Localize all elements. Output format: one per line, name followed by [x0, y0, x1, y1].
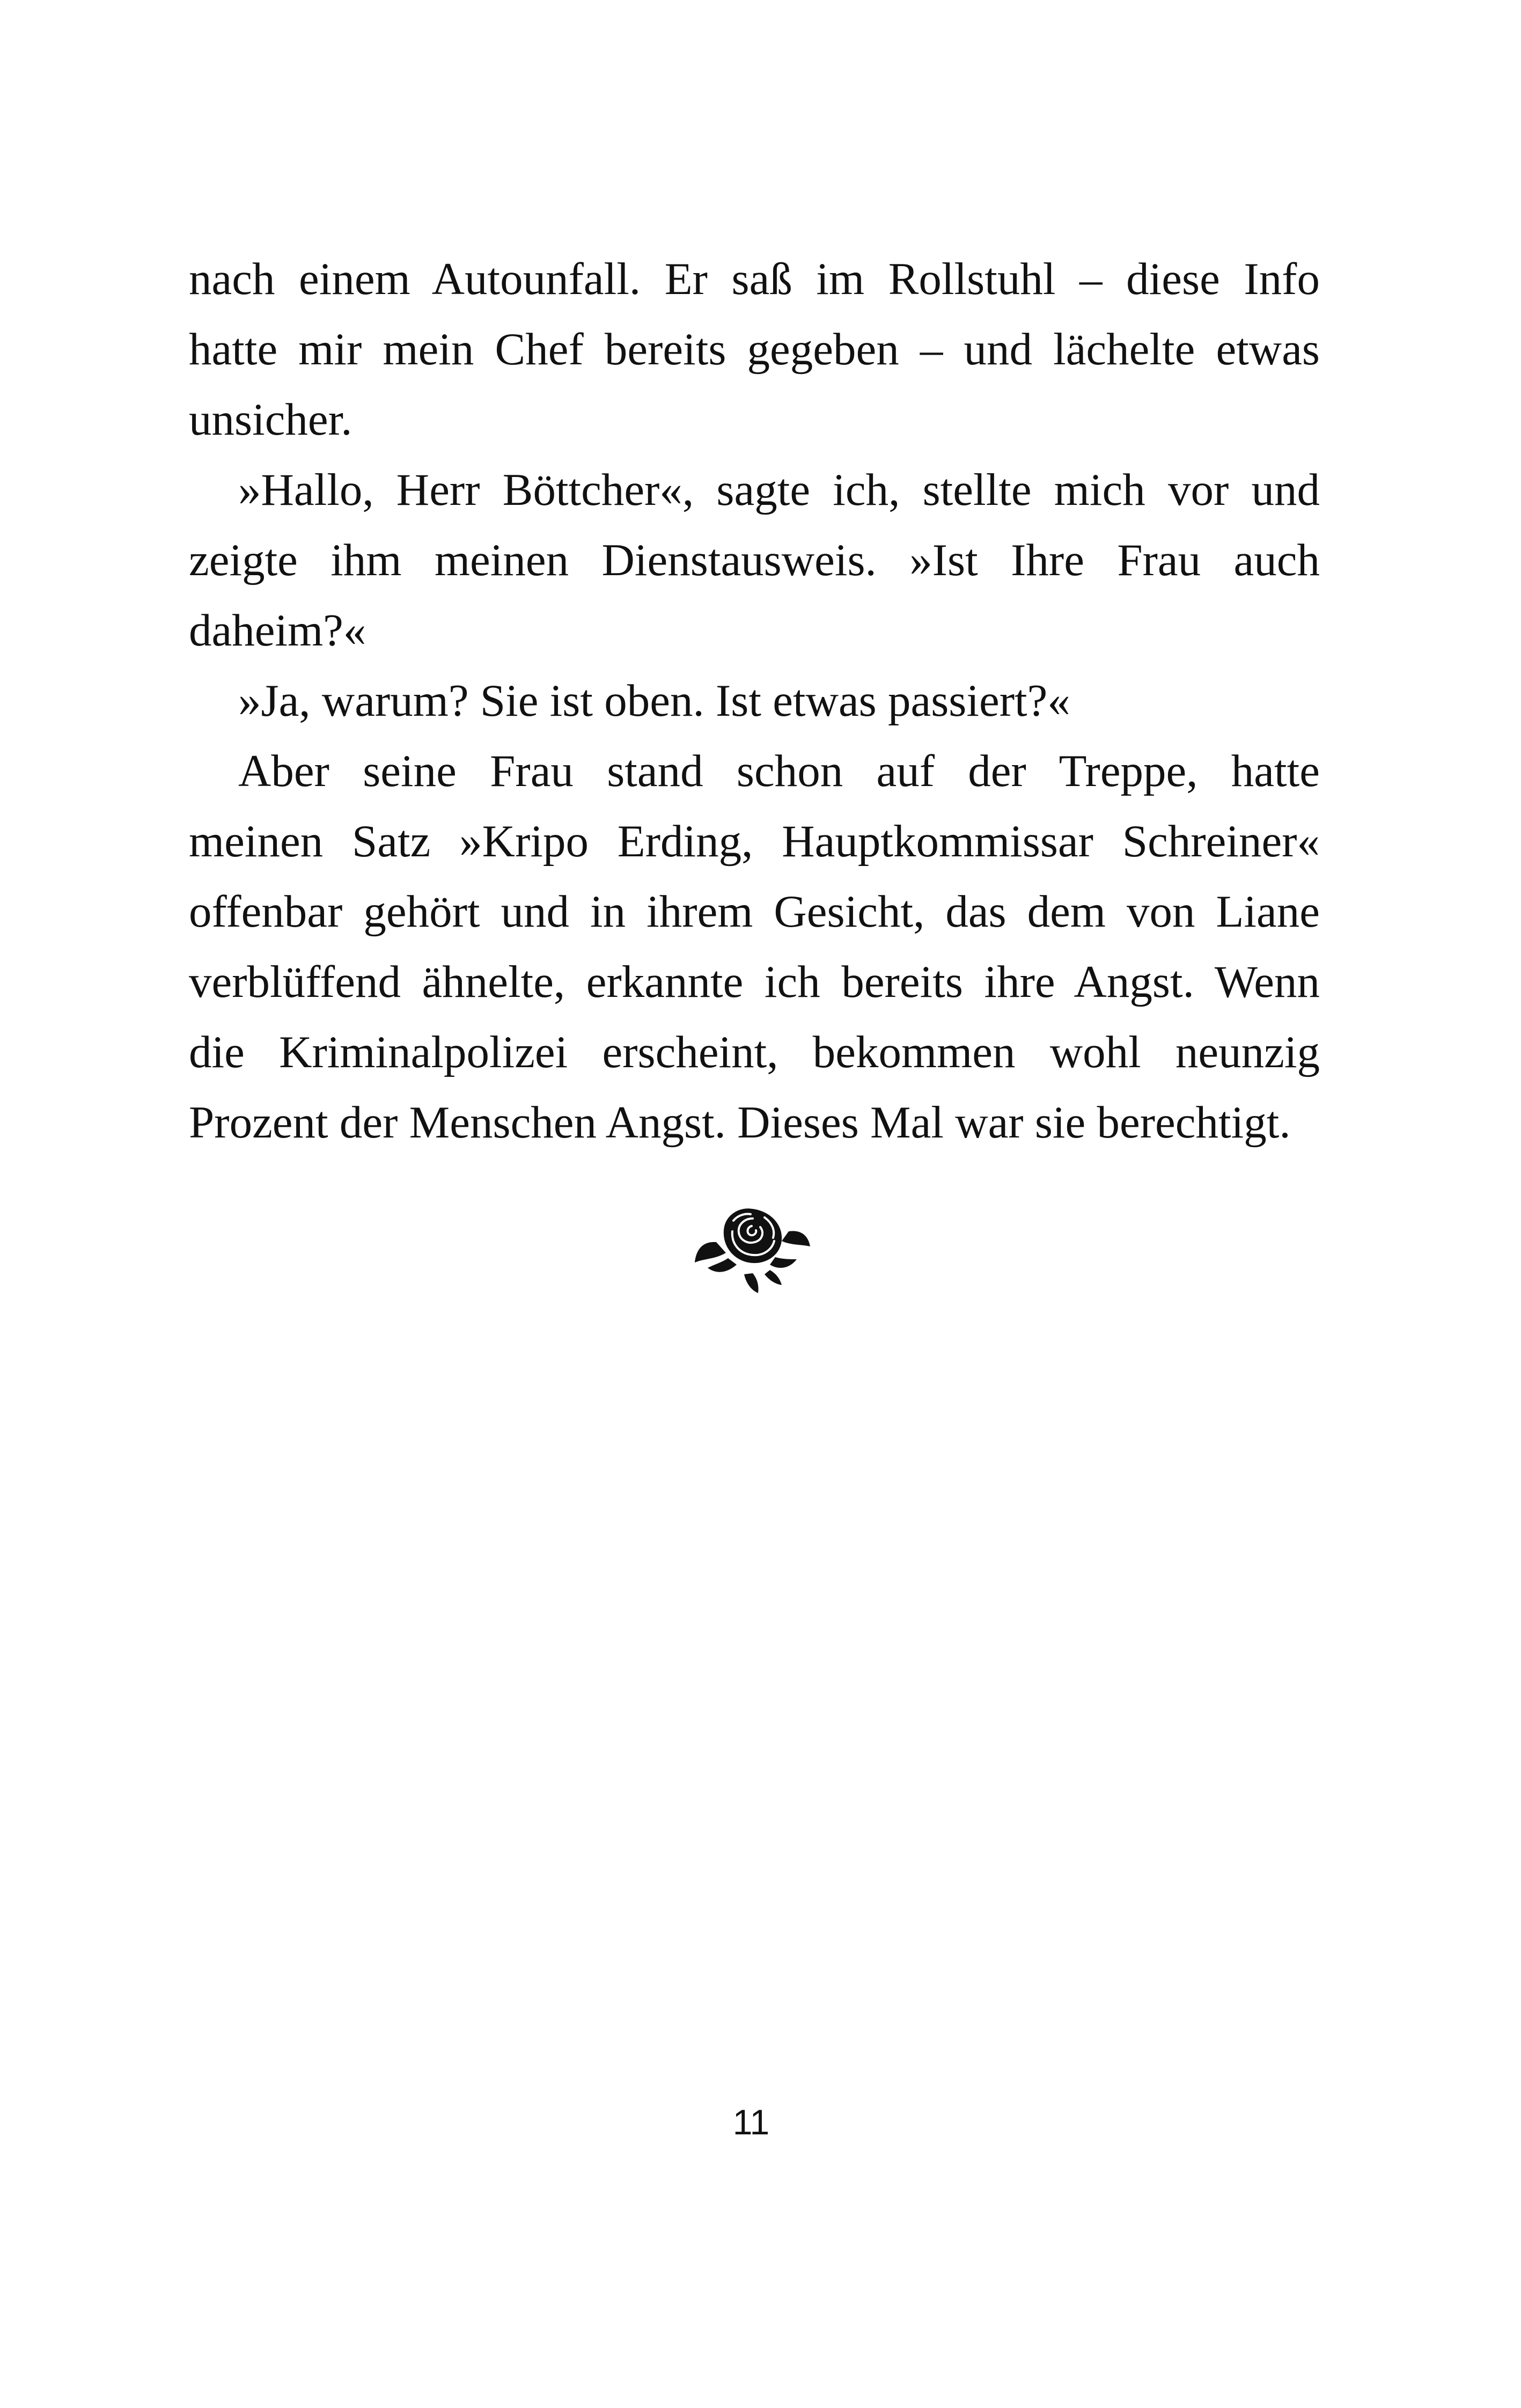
page-number: 11 — [732, 2102, 770, 2142]
text-line: verblüffend ähnelte, erkannte ich bereits ihre Angst. Wenn — [189, 957, 1320, 1007]
rose-icon — [695, 1199, 810, 1293]
text-line: nach einem Autounfall. Er saß im Rollstuhl – diese Info — [189, 254, 1320, 304]
text-line: zeigte ihm meinen Dienstausweis. »Ist Ihre Frau auch — [189, 535, 1320, 585]
text-line: hatte mir mein Chef bereits gegeben – und lächelte etwas — [189, 324, 1320, 375]
body-text — [189, 244, 1320, 1158]
text-line: »Hallo, Herr Böttcher«, sagte ich, stellte mich vor und — [238, 465, 1320, 515]
text-line: Aber seine Frau stand schon auf der Treppe, hatte — [238, 746, 1320, 796]
text-line: unsicher. — [189, 394, 352, 445]
text-line: meinen Satz »Kripo Erding, Hauptkommissar Schreiner« — [189, 816, 1320, 867]
text-line: die Kriminalpolizei erscheint, bekommen wohl neunzig — [189, 1027, 1320, 1077]
text-line: offenbar gehört und in ihrem Gesicht, das dem von Liane — [189, 886, 1320, 937]
text-line: »Ja, warum? Sie ist oben. Ist etwas passiert?« — [238, 676, 1070, 726]
text-line: daheim?« — [189, 605, 366, 656]
text-line: Prozent der Menschen Angst. Dieses Mal war sie berechtigt. — [189, 1097, 1291, 1148]
